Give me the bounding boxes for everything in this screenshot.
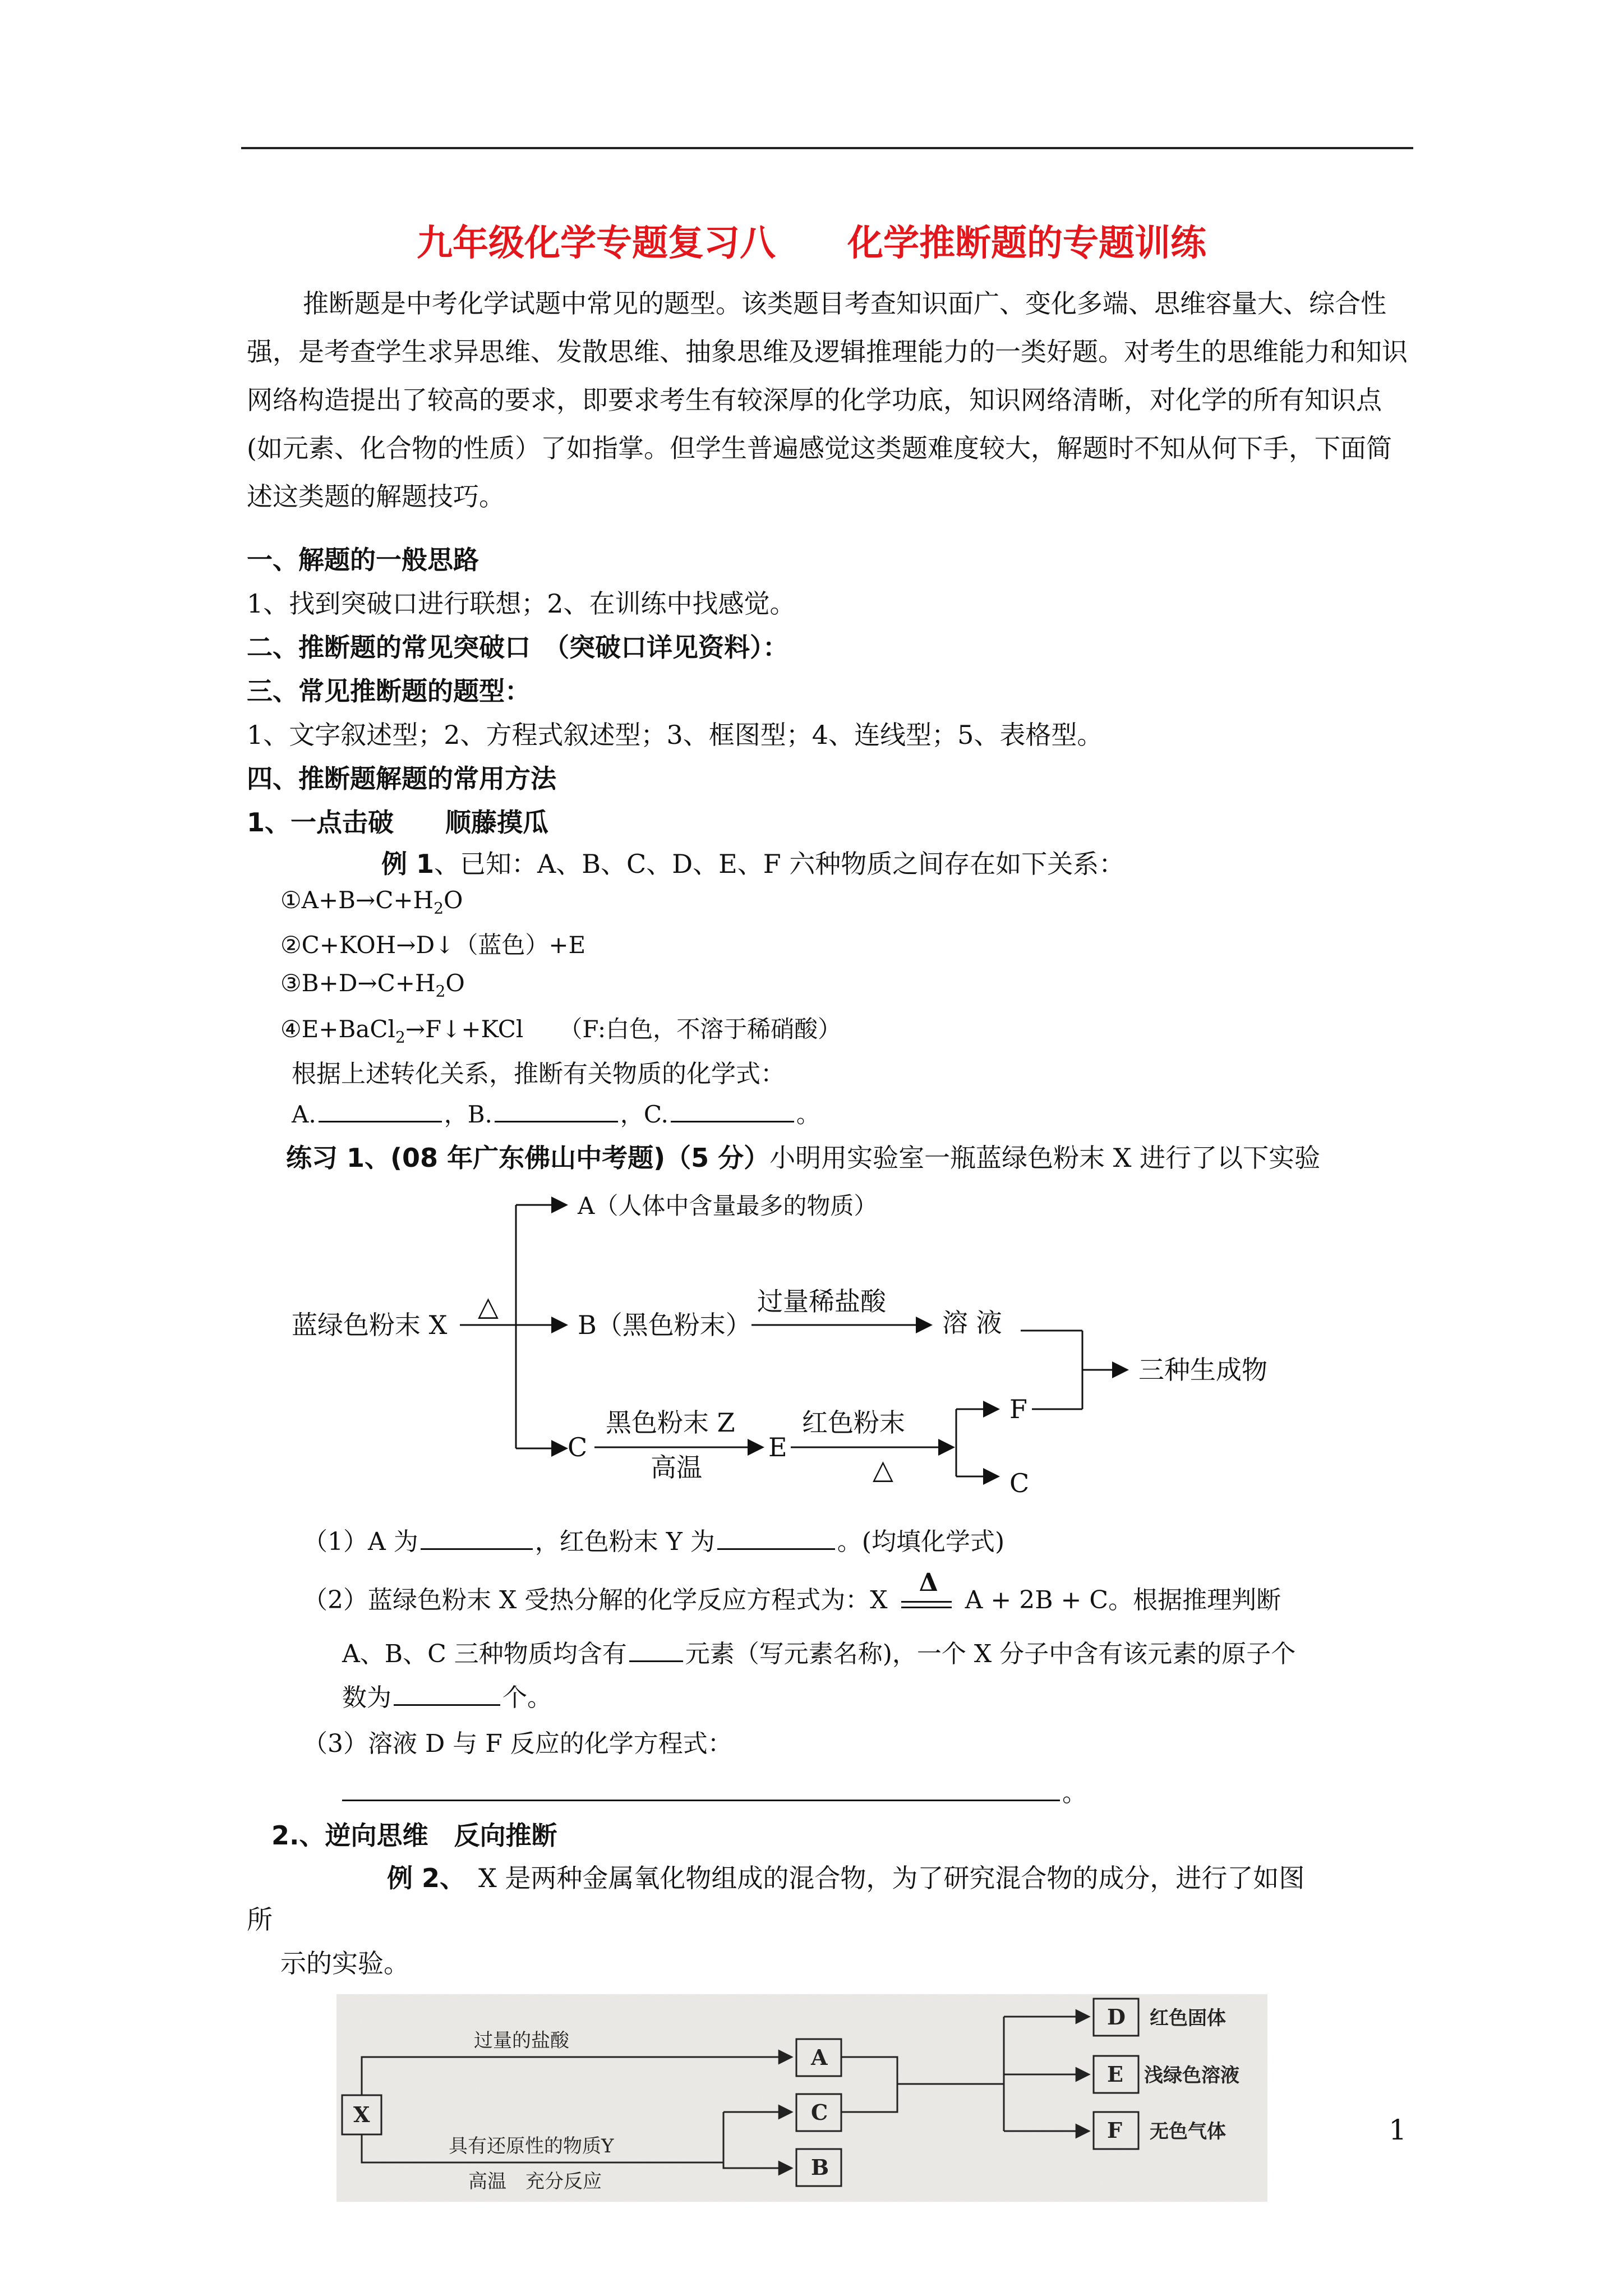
example2-line [387, 1858, 1304, 1895]
example1-text: 、已知：A、B、C、D、E、F 六种物质之间存在如下关系： [434, 849, 1125, 879]
flow1-c: C [568, 1432, 588, 1462]
flow1-f: F [1009, 1394, 1027, 1424]
flow1-z: 黑色粉末 Z [606, 1407, 735, 1438]
flow2-d: D [1107, 2004, 1126, 2030]
flow2-c: C [811, 2100, 828, 2125]
document-title: 九年级化学专题复习八 化学推断题的专题训练 [417, 223, 1206, 264]
decomposition-sign: Δ [896, 1590, 957, 1614]
flow1-red: 红色粉末 [802, 1407, 905, 1438]
example2-label: 例 2、 [387, 1863, 453, 1893]
q1-blank-y[interactable] [717, 1548, 835, 1550]
flow1-solution: 溶 液 [942, 1308, 1002, 1338]
flow1-c2: C [1009, 1468, 1030, 1498]
flow2-b: B [811, 2155, 829, 2180]
example2-cont: 所 [247, 1904, 273, 1935]
flow2-acid: 过量的盐酸 [474, 2030, 569, 2052]
q2-count-blank[interactable] [394, 1704, 500, 1706]
page-number: 1 [1389, 2114, 1407, 2146]
scanned-flow-diagram-2 [336, 1994, 1267, 2202]
question-2-line3: 数为 个。 [342, 1683, 552, 1712]
q3-equation-blank[interactable] [342, 1799, 1060, 1801]
method1-heading: 1、一点击破 顺藤摸瓜 [247, 807, 549, 838]
flow2-e: E [1107, 2062, 1123, 2087]
flow1-b: B（黑色粉末） [578, 1310, 751, 1340]
section3-heading: 三、常见推断题的题型： [247, 676, 531, 706]
question-2: （2）蓝绿色粉末 X 受热分解的化学反应方程式为：X Δ A + 2B + C。根据推理判断 [303, 1568, 1281, 1614]
flow1-heat: △ [478, 1291, 499, 1322]
flow2-d-label: 红色固体 [1150, 2007, 1226, 2030]
example1-label: 例 1 [381, 849, 435, 879]
section3-line: 1、文字叙述型；2、方程式叙述型；3、框图型；4、连线型；5、表格型。 [247, 720, 1103, 750]
equation-1: $①A+B\to C+H_2O$ [280, 886, 463, 918]
flow2-cond: 高温 充分反应 [468, 2170, 602, 2193]
flow1-heat2: △ [873, 1454, 893, 1485]
flow1-a: A（人体中含量最多的物质） [578, 1192, 878, 1220]
example2-text: X 是两种金属氧化物组成的混合物，为了研究混合物的成分，进行了如图 [453, 1863, 1305, 1893]
equation-4: ④E+BaCl$_2$→F↓+KCl （F:白色，不溶于稀硝酸） [280, 1015, 842, 1047]
flow1-acid: 过量稀盐酸 [757, 1286, 886, 1317]
question-3: （3）溶液 D 与 F 反应的化学方程式： [303, 1729, 732, 1758]
method2-heading: 2.、逆向思维 反向推断 [271, 1820, 557, 1851]
flow1-e: E [768, 1432, 787, 1462]
question-3-answer: 。 [342, 1773, 1087, 1809]
equation-3: $③B+D\to C+H_2O$ [280, 969, 465, 1001]
section2-heading: 二、推断题的常见突破口 （突破口详见资料）： [247, 632, 789, 662]
flow2-f: F [1107, 2118, 1122, 2143]
flow2-e-label: 浅绿色溶液 [1144, 2064, 1239, 2087]
flow1-high-temp: 高温 [651, 1452, 702, 1483]
example2-line3: 示的实验。 [280, 1948, 409, 1978]
section1-line: 1、找到突破口进行联想；2、在训练中找感觉。 [247, 588, 796, 619]
flow2-reducer: 具有还原性的物质Y [449, 2135, 614, 2157]
practice1-label: 练习 1、(08 年广东佛山中考题)（5 分） [286, 1143, 770, 1173]
q1-blank-a[interactable] [421, 1548, 533, 1550]
section1-heading: 一、解题的一般思路 [247, 545, 479, 575]
flow2-f-label: 无色气体 [1150, 2120, 1226, 2143]
flow2-x: X [353, 2102, 370, 2127]
q2-element-blank[interactable] [629, 1660, 683, 1662]
equation-2: ②C+KOH→D↓（蓝色）+E [280, 931, 586, 959]
question-2-line2: A、B、C 三种物质均含有 元素（写元素名称)，一个 X 分子中含有该元素的原子个 [342, 1640, 1296, 1668]
infer-line: 根据上述转化关系，推断有关物质的化学式： [292, 1060, 785, 1088]
section4-heading: 四、推断题解题的常用方法 [247, 763, 556, 794]
intro-paragraph: 推断题是中考化学试题中常见的题型。该类题目考查知识面广、变化多端、思维容量大、综合性强，是考查学生求异思维、发散思维、抽象思维及逻辑推理能力的一类好题。对考生的思维能力和知识网络构造提出了较高的要求，即要求考生有较深厚的化学功底，知识网络清晰，对化学的所有知识点(如元素、化合物的性质）了如指掌。但学生普遍感觉这类题难度较大，解题时不知从何下手，下面简述这类题的解题技巧。 [247, 288, 1408, 512]
example1-blanks: A. ，B. ，C. 。 [292, 1101, 820, 1128]
flow1-start: 蓝绿色粉末 X [292, 1310, 448, 1340]
question-1: （1）A 为 ，红色粉末 Y 为 。(均填化学式) [303, 1527, 1005, 1556]
flow2-a: A [811, 2045, 828, 2070]
practice1-text: 小明用实验室一瓶蓝绿色粉末 X 进行了以下实验 [769, 1143, 1321, 1173]
flow1-products: 三种生成物 [1138, 1355, 1267, 1385]
